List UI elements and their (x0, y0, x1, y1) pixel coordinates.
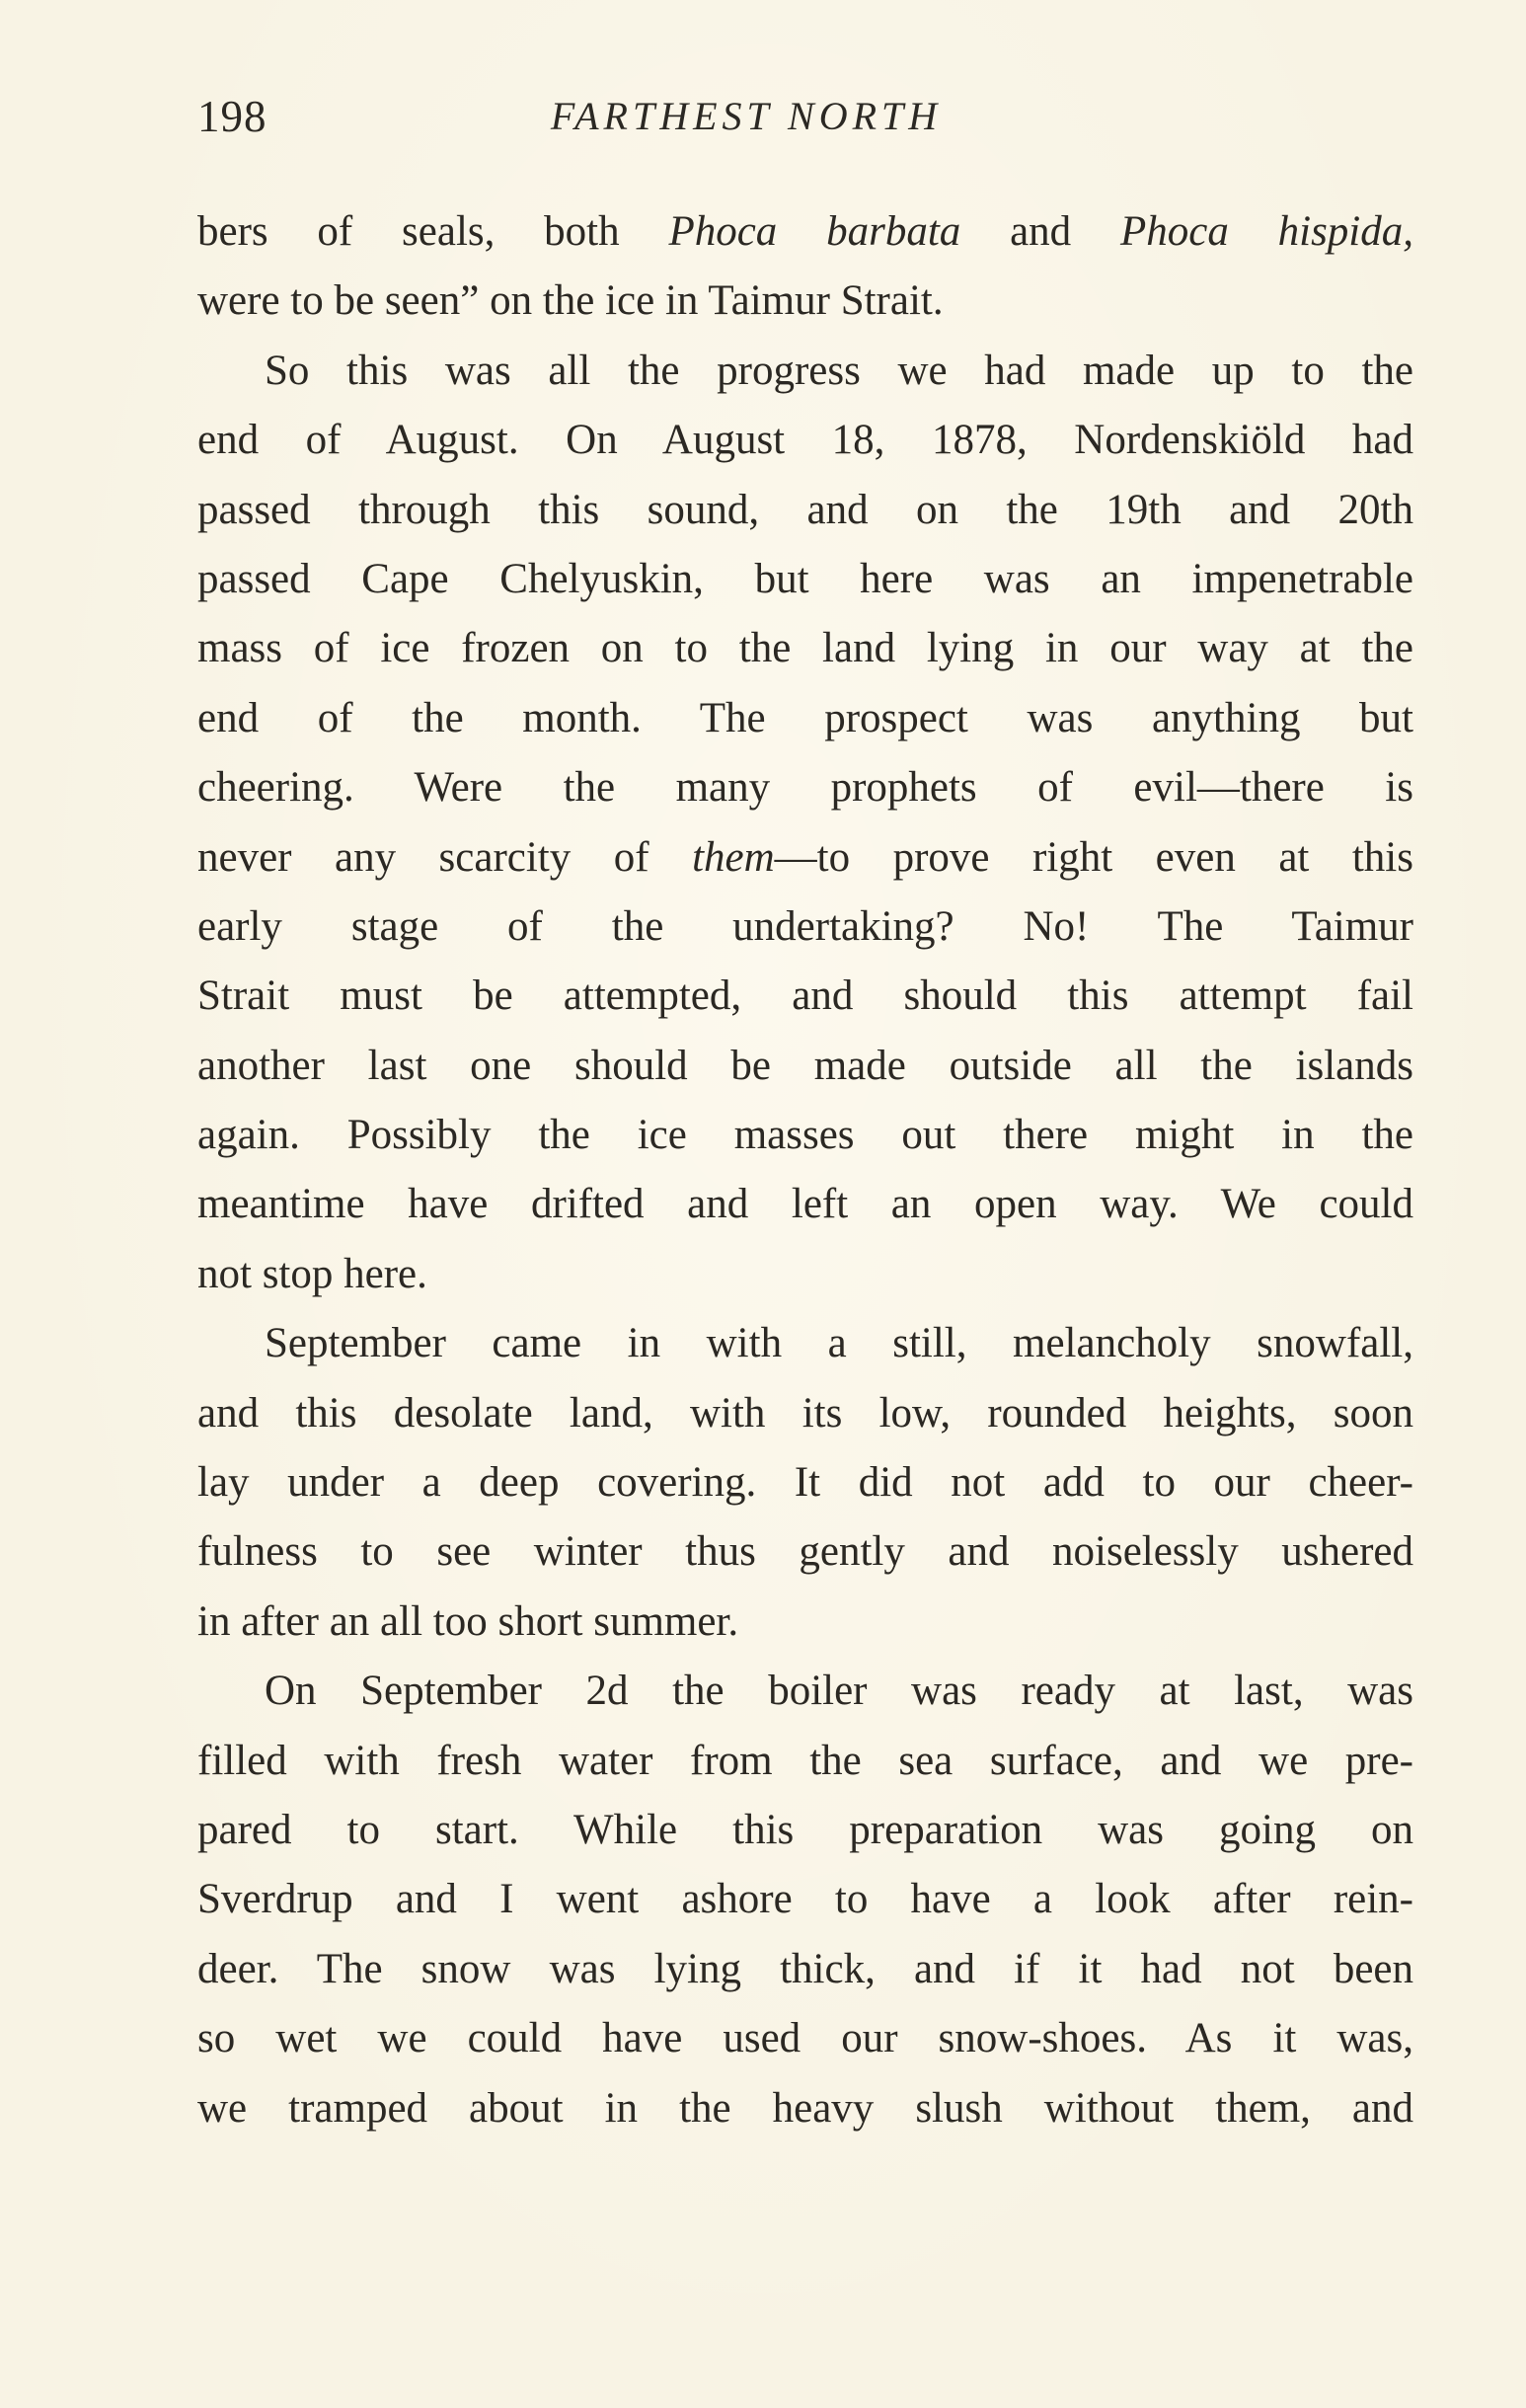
text-segment: so wet we could have used our snow-shoes. As it was, (197, 2015, 1413, 2062)
text-line (197, 684, 1413, 753)
text-line (197, 962, 1413, 1031)
text-segment: and this desolate land, with its low, rounded heights, soon (197, 1389, 1413, 1437)
text-segment: passed Cape Chelyuskin, but here was an impenetrable (197, 555, 1413, 602)
text-segment: not stop here. (197, 1250, 427, 1297)
text-line (197, 1240, 1413, 1309)
text-segment: were to be seen” on the ice in Taimur Strait. (197, 277, 944, 325)
text-line (197, 1309, 1413, 1378)
text-line (197, 823, 1413, 893)
text-line (197, 614, 1413, 683)
text-line (197, 1379, 1413, 1448)
text-line (197, 1935, 1413, 2004)
text-line (197, 753, 1413, 822)
text-line (197, 1170, 1413, 1239)
text-segment: in after an all too short summer. (197, 1597, 739, 1645)
text-line (197, 545, 1413, 614)
text-segment: pared to start. While this preparation was going on (197, 1806, 1413, 1853)
text-line (197, 197, 1413, 267)
text-line (197, 1448, 1413, 1517)
body-text (197, 197, 1413, 2143)
text-line (197, 893, 1413, 962)
text-segment: meantime have drifted and left an open way. We could (197, 1181, 1413, 1228)
text-segment: mass of ice frozen on to the land lying in our way at the (197, 625, 1413, 672)
text-line (197, 337, 1413, 406)
text-segment: another last one should be made outside all the islands (197, 1042, 1413, 1089)
text-line (197, 406, 1413, 475)
text-segment: On September 2d the boiler was ready at last, was (265, 1668, 1413, 1715)
italic-text: Phoca hispida, (1119, 208, 1413, 255)
text-line (197, 2074, 1413, 2143)
page-number: 198 (197, 92, 267, 141)
text-segment: fulness to see winter thus gently and noiselessly ushered (197, 1528, 1413, 1576)
text-segment: early stage of the undertaking? No! The Taimur (197, 902, 1413, 950)
text-segment: bers of seals, both (197, 208, 669, 255)
text-line (197, 1657, 1413, 1726)
text-segment: cheering. Were the many prophets of evil—there is (197, 764, 1413, 812)
text-line (197, 2004, 1413, 2073)
running-head (197, 91, 1413, 150)
text-segment: deer. The snow was lying thick, and if it had not been (197, 1945, 1413, 1992)
text-line (197, 1865, 1413, 1934)
text-segment: So this was all the progress we had made up to the (265, 347, 1413, 394)
running-title: FARTHEST NORTH (550, 94, 943, 138)
text-segment: September came in with a still, melancholy snowfall, (265, 1320, 1413, 1367)
text-segment: —to prove right even at this (774, 833, 1413, 881)
text-segment: we tramped about in the heavy slush without them, and (197, 2084, 1413, 2132)
text-segment: and (960, 208, 1120, 255)
text-line (197, 267, 1413, 336)
text-segment: passed through this sound, and on the 19th and 20th (197, 486, 1413, 533)
text-line (197, 1727, 1413, 1796)
text-segment: end of August. On August 18, 1878, Nordenskiöld had (197, 417, 1413, 464)
text-segment: lay under a deep covering. It did not add to our cheer- (197, 1459, 1413, 1507)
text-line (197, 476, 1413, 545)
italic-text: Phoca barbata (668, 208, 961, 255)
text-line (197, 1032, 1413, 1101)
text-segment: again. Possibly the ice masses out there might in the (197, 1112, 1413, 1159)
text-segment: Sverdrup and I went ashore to have a look after rein- (197, 1876, 1413, 1923)
italic-text: them (692, 833, 775, 881)
text-segment: end of the month. The prospect was anything but (197, 694, 1413, 741)
text-line (197, 1101, 1413, 1170)
text-line (197, 1796, 1413, 1865)
text-line (197, 1517, 1413, 1587)
text-line (197, 1588, 1413, 1657)
text-segment: never any scarcity of (197, 833, 693, 881)
text-segment: Strait must be attempted, and should this attempt fail (197, 972, 1413, 1020)
text-segment: filled with fresh water from the sea surface, and we pre- (197, 1737, 1413, 1784)
